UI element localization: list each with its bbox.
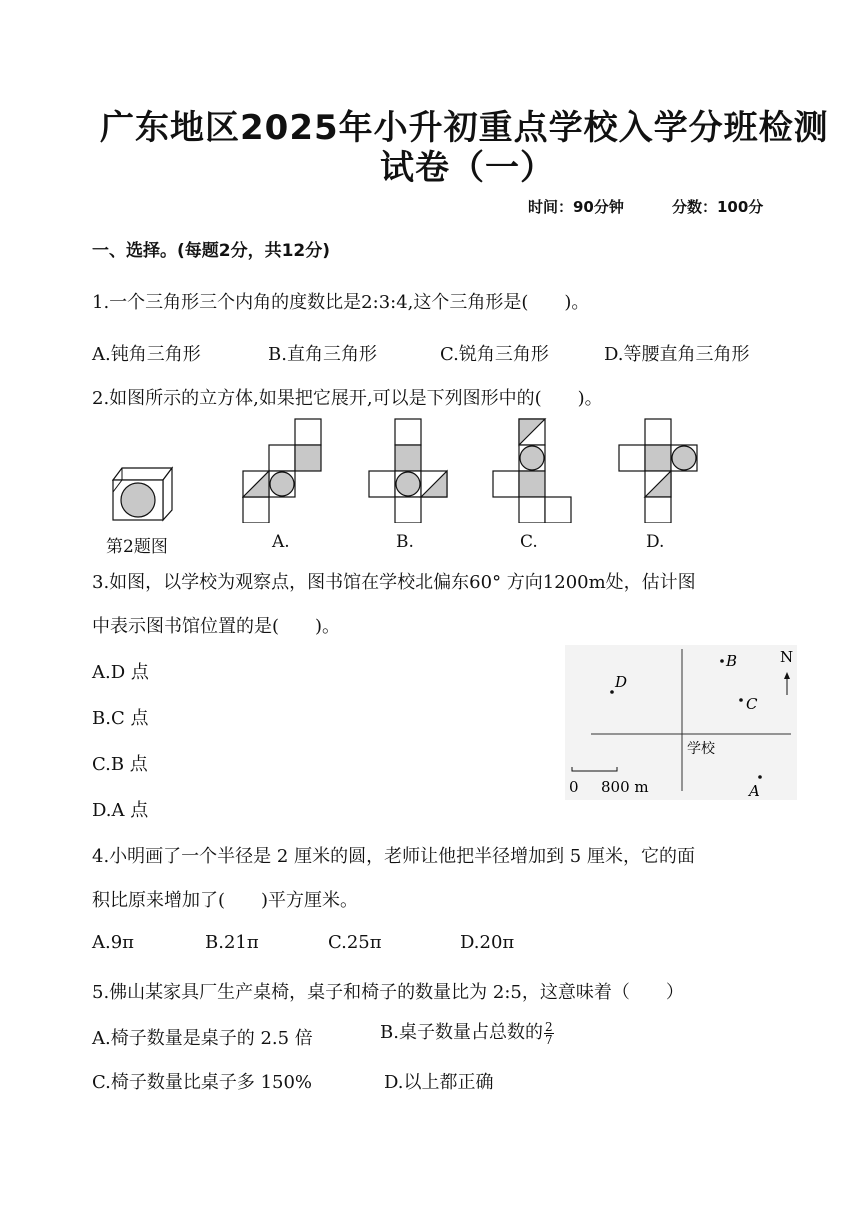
figure-2-caption: 第2题图 bbox=[106, 537, 168, 557]
question-1-option-d: D.等腰直角三角形 bbox=[604, 344, 750, 365]
point-c-label: C bbox=[746, 695, 758, 713]
question-4-option-d: D.20π bbox=[460, 932, 515, 953]
question-4-option-a: A.9π bbox=[92, 932, 135, 953]
question-5-text: 5.佛山某家具厂生产桌椅，桌子和椅子的数量比为 2:5，这意味着（ ） bbox=[92, 982, 684, 1003]
question-1-option-c: C.锐角三角形 bbox=[440, 344, 549, 365]
scale-value-label: 800 m bbox=[601, 778, 649, 796]
point-b-dot bbox=[720, 659, 724, 663]
point-a-dot bbox=[758, 775, 762, 779]
net-c-label: C. bbox=[520, 532, 538, 552]
point-d-label: D bbox=[615, 673, 628, 691]
question-1-option-b: B.直角三角形 bbox=[268, 344, 377, 365]
question-3-option-c: C.B 点 bbox=[92, 754, 148, 775]
net-c-figure bbox=[492, 418, 574, 523]
cube-figure bbox=[112, 460, 176, 522]
question-5-option-a: A.椅子数量是桌子的 2.5 倍 bbox=[92, 1028, 313, 1049]
point-c-dot bbox=[739, 698, 743, 702]
question-2-text: 2.如图所示的立方体,如果把它展开,可以是下列图形中的( )。 bbox=[92, 388, 603, 409]
question-3-text-line2: 中表示图书馆位置的是( )。 bbox=[92, 616, 341, 637]
net-b-label: B. bbox=[396, 532, 414, 552]
question-1-option-a: A.钝角三角形 bbox=[92, 344, 201, 365]
question-5-option-b bbox=[380, 1018, 554, 1046]
question-4-option-c: C.25π bbox=[328, 932, 382, 953]
map-background bbox=[565, 645, 797, 800]
fraction-numerator: 2 bbox=[544, 1019, 553, 1034]
page-title-line1: 广东地区2025年小升初重点学校入学分班检测 bbox=[100, 108, 829, 148]
question-4-text-line1: 4.小明画了一个半径是 2 厘米的圆，老师让他把半径增加到 5 厘米，它的面 bbox=[92, 846, 695, 867]
question-3-option-a: A.D 点 bbox=[92, 662, 149, 683]
section-heading: 一、选择。(每题2分，共12分) bbox=[92, 241, 331, 261]
north-label: N bbox=[780, 648, 794, 666]
location-map bbox=[565, 645, 797, 800]
exam-score: 分数：100分 bbox=[672, 198, 764, 216]
net-b-figure bbox=[368, 418, 448, 523]
question-4-text-line2: 积比原来增加了( )平方厘米。 bbox=[92, 890, 359, 911]
net-a-label: A. bbox=[272, 532, 290, 552]
fraction bbox=[544, 1021, 554, 1046]
exam-time: 时间：90分钟 bbox=[528, 198, 624, 216]
question-3-text-line1: 3.如图，以学校为观察点，图书馆在学校北偏东60° 方向1200m处，估计图 bbox=[92, 572, 696, 593]
net-a-figure bbox=[242, 418, 324, 523]
net-d-figure bbox=[618, 418, 698, 523]
point-a-label: A bbox=[749, 782, 760, 800]
question-5-option-d: D.以上都正确 bbox=[384, 1072, 494, 1093]
question-5-option-c: C.椅子数量比桌子多 150% bbox=[92, 1072, 313, 1093]
fraction-denominator: 7 bbox=[544, 1032, 553, 1047]
question-5-option-b-text: B.桌子数量占总数的 bbox=[380, 1022, 543, 1043]
point-b-label: B bbox=[726, 652, 738, 670]
school-label: 学校 bbox=[687, 741, 715, 757]
net-d-label: D. bbox=[646, 532, 665, 552]
question-1-text: 1.一个三角形三个内角的度数比是2:3:4,这个三角形是( )。 bbox=[92, 292, 590, 313]
question-3-option-d: D.A 点 bbox=[92, 800, 149, 821]
question-4-option-b: B.21π bbox=[205, 932, 259, 953]
point-d-dot bbox=[610, 690, 614, 694]
page-title-line2: 试卷（一） bbox=[380, 148, 555, 188]
question-3-option-b: B.C 点 bbox=[92, 708, 149, 729]
scale-zero-label: 0 bbox=[569, 778, 579, 796]
